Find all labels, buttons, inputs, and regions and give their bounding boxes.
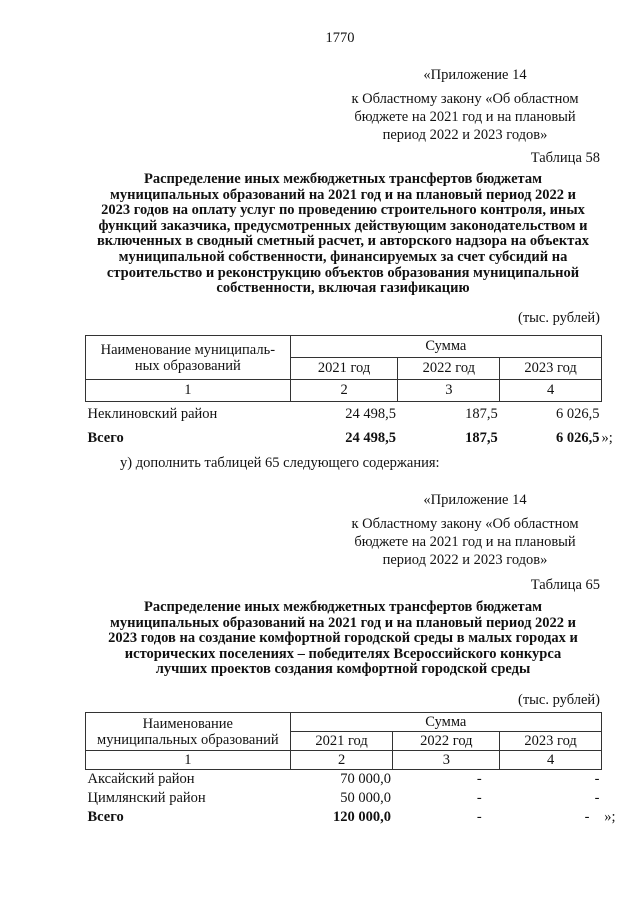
title-line: включенных в сводный сметный расчет, и авторского надзора на объектах [96, 233, 590, 250]
col-number: 1 [86, 380, 291, 402]
annex-line: период 2022 и 2023 годов» [382, 127, 548, 143]
row-name: Всего [87, 430, 124, 446]
cell: - [594, 789, 600, 806]
annex-header-1 [330, 66, 600, 144]
col-number: 4 [500, 751, 602, 770]
header-name-line: муниципальных образований [97, 731, 279, 748]
annex-line: бюджете на 2021 год и на плановый [354, 109, 576, 125]
cell: 24 498,5 [345, 406, 396, 423]
header-year: 2022 год [393, 732, 500, 751]
cell: - [476, 770, 482, 787]
annex-header-2 [330, 491, 600, 569]
table-row [86, 770, 602, 789]
row-name: Неклиновский район [87, 406, 218, 423]
header-year: 2022 год [398, 358, 500, 380]
cell: - [584, 808, 590, 825]
cell: 50 000,0 [340, 789, 391, 806]
header-year: 2021 год [290, 732, 393, 751]
header-year: 2023 год [500, 732, 602, 751]
title-line: собственности, включая газификацию [216, 280, 470, 297]
total-row [86, 428, 602, 450]
cell: - [476, 808, 482, 825]
table-row [86, 789, 602, 808]
annex-line: к Областному закону «Об областном [351, 91, 579, 107]
annex-line: бюджете на 2021 год и на плановый [354, 534, 576, 550]
title-line: строительство и реконструкцию объектов образования муниципальной [106, 264, 580, 281]
header-year: 2023 год [500, 358, 602, 380]
header-name: Наименование муниципаль-ных образований [86, 336, 291, 380]
header-name [86, 713, 291, 751]
title-line: исторических поселениях – победителях Всероссийского конкурса [124, 645, 562, 662]
table-58 [85, 335, 613, 450]
table-58-title [82, 172, 604, 297]
cell: - [594, 770, 600, 787]
col-number: 2 [290, 751, 393, 770]
annex-line: к Областному закону «Об областном [351, 516, 579, 532]
page-number: 1770 [325, 30, 355, 46]
annex-line: «Приложение 14 [423, 67, 527, 83]
header-name-line: Наименование [142, 715, 233, 732]
title-line: муниципальных образований на 2021 год и на плановый период 2022 и [109, 614, 577, 631]
row-name: Аксайский район [87, 770, 195, 787]
header-sum: Сумма [290, 336, 601, 358]
table-row [86, 402, 602, 428]
col-number: 3 [398, 380, 500, 402]
table-58-label: Таблица 58 [530, 150, 600, 166]
cell: 187,5 [465, 406, 498, 423]
title-line: функций заказчика, предусмотренных действующим законодательством и [98, 217, 588, 234]
closing-quote: »; [604, 808, 616, 825]
closing-quote: »; [601, 430, 613, 446]
title-line: Распределение иных межбюджетных трансфертов бюджетам [144, 599, 542, 615]
header-sum: Сумма [290, 713, 601, 732]
cell: 70 000,0 [340, 770, 391, 787]
units-label: (тыс. рублей) [518, 692, 600, 708]
cell: - [476, 789, 482, 806]
row-name: Цимлянский район [87, 789, 206, 806]
cell: 120 000,0 [332, 808, 391, 825]
annex-line: «Приложение 14 [423, 492, 527, 508]
col-number: 1 [86, 751, 291, 770]
col-number: 2 [290, 380, 398, 402]
cell: 6 026,5 [556, 430, 600, 446]
col-number: 4 [500, 380, 602, 402]
table-65 [85, 712, 616, 827]
title-line: 2023 годов на создание комфортной городской среды в малых городах и [108, 630, 578, 647]
table-65-label: Таблица 65 [530, 577, 600, 593]
col-number: 3 [393, 751, 500, 770]
instruction-text: у) дополнить таблицей 65 следующего содержания: [120, 455, 440, 471]
units-label: (тыс. рублей) [518, 310, 600, 326]
header-year: 2021 год [290, 358, 398, 380]
total-row [86, 808, 602, 827]
title-line: лучших проектов создания комфортной городской среды [155, 661, 531, 678]
table-65-title [82, 600, 604, 678]
title-line: муниципальной собственности, финансируемых за счет субсидий на [118, 248, 568, 265]
title-line: муниципальных образований на 2021 год и на плановый период 2022 и [109, 186, 577, 203]
title-line: 2023 годов на оплату услуг по проведению строительного контроля, иных [101, 202, 585, 219]
title-line: Распределение иных межбюджетных трансфертов бюджетам [144, 171, 542, 187]
cell: 187,5 [465, 430, 498, 446]
row-name: Всего [87, 808, 124, 825]
cell: 24 498,5 [345, 430, 396, 446]
cell: 6 026,5 [556, 406, 600, 423]
annex-line: период 2022 и 2023 годов» [382, 552, 548, 568]
